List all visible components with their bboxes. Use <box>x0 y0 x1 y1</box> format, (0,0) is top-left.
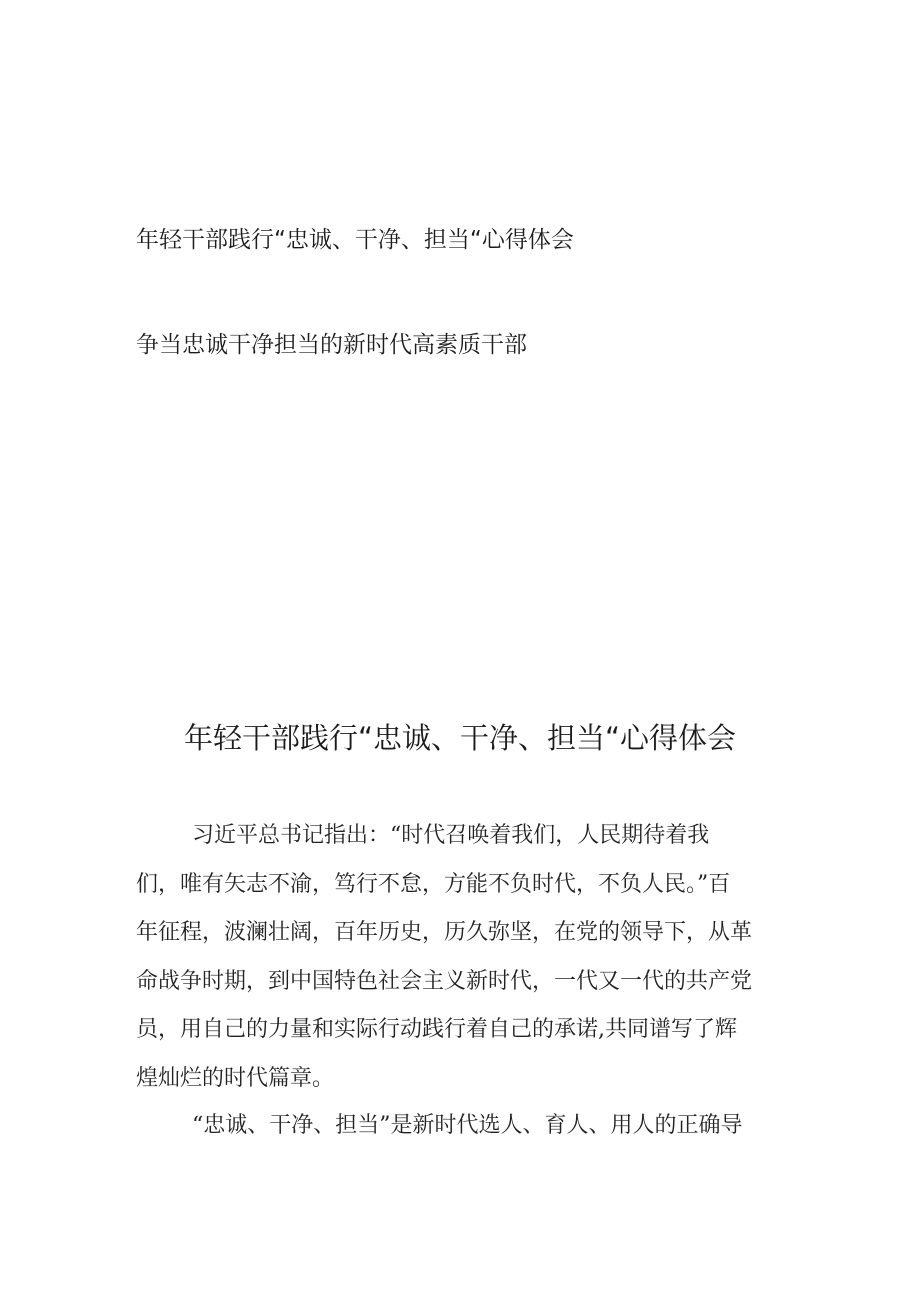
paragraph-2-line-1: “忠诚、干净、担当”是新时代选人、育人、用人的正确导 <box>192 1113 743 1138</box>
toc-item-1: 年轻干部践行“忠诚、干净、担当“心得体会 <box>136 227 574 253</box>
paragraph-1-line-2: 们，唯有矢志不渝，笃行不怠，方能不负时代，不负人民。”百 <box>136 871 731 897</box>
article-title: 年轻干部践行“忠诚、干净、担当“心得体会 <box>183 721 737 755</box>
toc-item-2: 争当忠诚干净担当的新时代高素质干部 <box>136 332 527 358</box>
paragraph-1-line-1: 习近平总书记指出：“时代召唤着我们，人民期待着我 <box>192 823 710 848</box>
paragraph-1-line-4: 命战争时期，到中国特色社会主义新时代，一代又一代的共产党 <box>136 968 753 994</box>
paragraph-1-line-6: 煌灿烂的时代篇章。 <box>136 1065 335 1091</box>
paragraph-2 <box>136 1102 792 1151</box>
paragraph-1 <box>136 812 792 1103</box>
paragraph-1-line-5: 员，用自己的力量和实际行动践行着自己的承诺,共同谱写了辉 <box>136 1017 737 1042</box>
paragraph-1-line-3: 年征程，波澜壮阔，百年历史，历久弥坚，在党的领导下，从革 <box>136 920 753 945</box>
